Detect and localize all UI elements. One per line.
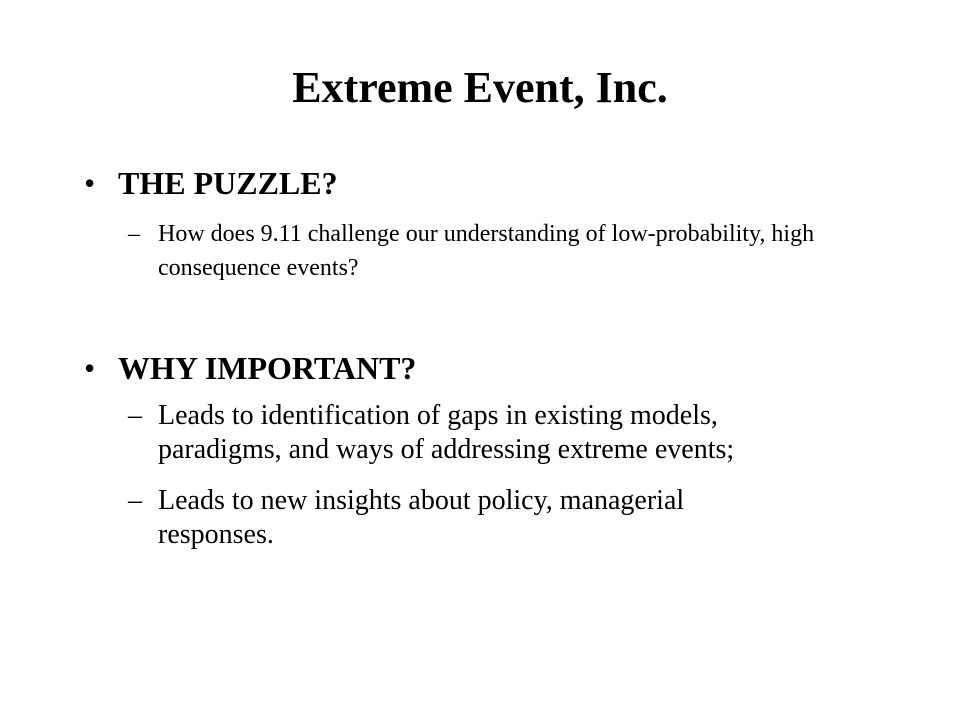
sub-bullet-marker: – — [128, 400, 142, 431]
slide-title: Extreme Event, Inc. — [292, 63, 668, 112]
sub-bullet-text-puzzle: How does 9.11 challenge our understanding of low-probability, high consequence events? — [158, 221, 815, 281]
bullet-heading-why-important: WHY IMPORTANT? — [118, 350, 417, 386]
sub-bullet-text-insights: Leads to new insights about policy, managerial responses. — [158, 485, 685, 550]
sub-bullet-marker: – — [128, 485, 142, 516]
sub-bullet-marker: – — [128, 221, 140, 247]
bullet-heading-puzzle: THE PUZZLE? — [118, 165, 338, 201]
sub-bullet-text-gaps: Leads to identification of gaps in existing models, paradigms, and ways of addressing extreme events; — [158, 400, 735, 465]
bullet-marker: • — [84, 350, 96, 386]
bullet-marker: • — [84, 165, 96, 201]
